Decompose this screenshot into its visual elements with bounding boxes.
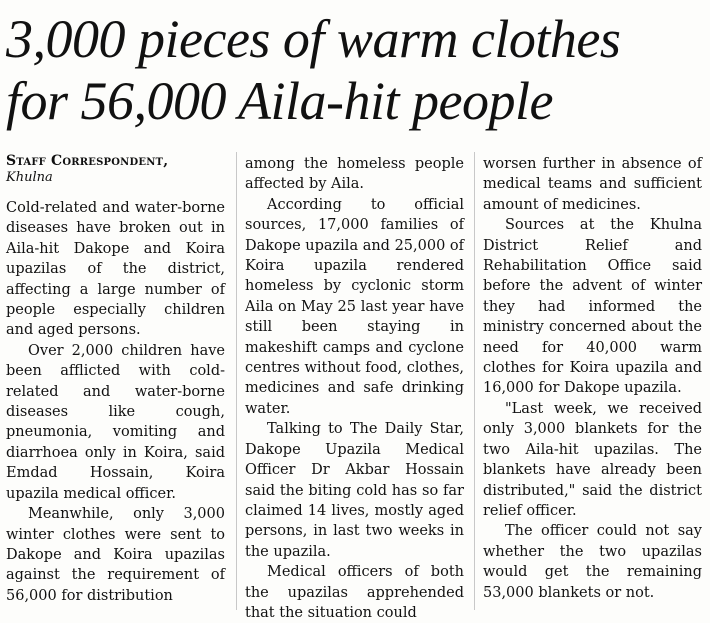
byline-author: Staff Correspondent, [6, 153, 169, 169]
headline-line-1: 3,000 pieces of warm clothes [6, 9, 621, 69]
paragraph: Talking to The Daily Star, Dakope Upazila Medical Officer Dr Akbar Hossain said the biting cold has so far claimed 14 lives, mostly aged persons, in last two weeks in the upazila. [245, 421, 464, 560]
paragraph: Cold-related and water-borne diseases have broken out in Aila-hit Dakope and Koira upazilas of the district, affecting a large number of people especially children and aged persons. [6, 200, 225, 339]
byline-dateline: Khulna [6, 170, 53, 185]
article-column-3 [483, 154, 702, 603]
headline-line-2: for 56,000 Aila-hit people [6, 71, 553, 131]
paragraph: Medical officers of both the upazilas apprehended that the situation could [245, 564, 464, 621]
paragraph: Sources at the Khulna District Relief and Rehabilitation Office said before the advent of winter they had informed the ministry concerned about the need for 40,000 warm clothes for Koira upazila and 16,000 for Dakope upazila. [483, 217, 702, 397]
paragraph: Meanwhile, only 3,000 winter clothes were sent to Dakope and Koira upazilas against the requirement of 56,000 for distribution [6, 506, 225, 604]
paragraph: "Last week, we received only 3,000 blankets for the two Aila-hit upazilas. The blankets have already been distributed," said the district relief officer. [483, 400, 702, 519]
paragraph: Over 2,000 children have been afflicted with cold-related and water-borne diseases like cough, pneumonia, vomiting and diarrhoea only in Koira, said Emdad Hossain, Koira upazila medical officer. [6, 342, 225, 502]
paragraph: worsen further in absence of medical teams and sufficient amount of medicines. [483, 156, 702, 213]
headline [6, 8, 706, 132]
paragraph: among the homeless people affected by Aila. [245, 156, 464, 193]
column-divider [236, 152, 237, 610]
paragraph: The officer could not say whether the two upazilas would get the remaining 53,000 blankets or not. [483, 523, 702, 601]
paragraph: According to official sources, 17,000 families of Dakope upazila and 25,000 of Koira upazila rendered homeless by cyclonic storm Aila on May 25 last year have still been staying in makeshift camps and cyclone centres without food, clothes, medicines and safe drinking water. [245, 196, 465, 417]
column-divider [474, 152, 475, 610]
article-column-2 [245, 154, 464, 623]
article-column-1 [6, 152, 225, 606]
